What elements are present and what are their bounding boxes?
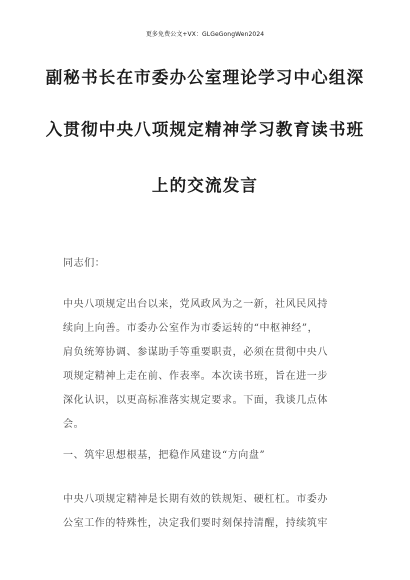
paragraph-line: 会。 [63,419,85,430]
paragraph-line: 中央八项规定精神是长期有效的铁规矩、硬杠杠。市委办 [63,494,328,505]
paragraph-line: 公室工作的特殊性，决定我们要时刻保持清醒，持续筑牢 [63,518,328,529]
section-heading: 一、筑牢思想根基，把稳作风建设“方向盘” [63,450,266,461]
paragraph-line: 项规定精神上走在前、作表率。本次读书班，旨在进一步 [63,371,328,382]
paragraph-line: 中央八项规定出台以来，党风政风为之一新，社风民风持 [63,299,328,310]
title-line-1: 副秘书长在市委办公室理论学习中心组深 [45,68,365,87]
title-line-3: 上的交流发言 [151,176,259,195]
salutation: 同志们： [63,258,106,269]
title-line-2: 入贯彻中央八项规定精神学习教育读书班 [45,120,365,139]
header-note: 更多免费公文+VX：GLGeGongWen2024 [145,31,265,38]
paragraph-line: 肩负统筹协调、参谋助手等重要职责，必须在贯彻中央八 [63,347,328,358]
paragraph-line: 续向上向善。市委办公室作为市委运转的“中枢神经”， [63,323,319,334]
paragraph-line: 深化认识，以更高标准落实规定要求。下面，我谈几点体 [63,395,328,406]
